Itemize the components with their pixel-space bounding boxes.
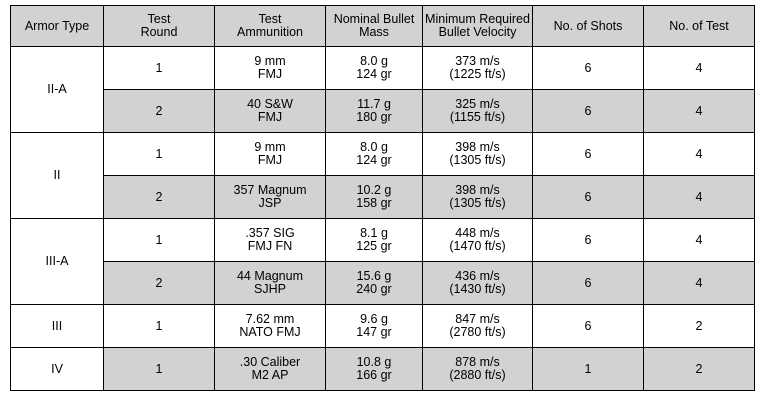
tests-cell: 4 bbox=[644, 47, 755, 90]
ammo-cell: 40 S&W FMJ bbox=[215, 90, 326, 133]
header-shots: No. of Shots bbox=[533, 6, 644, 47]
velocity-cell: 325 m/s (1155 ft/s) bbox=[423, 90, 533, 133]
header-test-ammunition: Test Ammunition bbox=[215, 6, 326, 47]
header-bullet-mass: Nominal Bullet Mass bbox=[326, 6, 423, 47]
velocity-cell: 448 m/s (1470 ft/s) bbox=[423, 219, 533, 262]
tests-cell: 4 bbox=[644, 262, 755, 305]
shots-cell: 6 bbox=[533, 219, 644, 262]
ammo-cell: 9 mm FMJ bbox=[215, 47, 326, 90]
armor-type-cell: II-A bbox=[11, 47, 104, 133]
mass-cell: 8.0 g 124 gr bbox=[326, 133, 423, 176]
shots-cell: 1 bbox=[533, 348, 644, 391]
velocity-cell: 878 m/s (2880 ft/s) bbox=[423, 348, 533, 391]
armor-type-cell: III-A bbox=[11, 219, 104, 305]
armor-type-cell: III bbox=[11, 305, 104, 348]
round-cell: 2 bbox=[104, 262, 215, 305]
tests-cell: 4 bbox=[644, 176, 755, 219]
mass-cell: 11.7 g 180 gr bbox=[326, 90, 423, 133]
round-cell: 1 bbox=[104, 348, 215, 391]
velocity-cell: 436 m/s (1430 ft/s) bbox=[423, 262, 533, 305]
ammo-cell: .357 SIG FMJ FN bbox=[215, 219, 326, 262]
round-cell: 2 bbox=[104, 90, 215, 133]
velocity-cell: 398 m/s (1305 ft/s) bbox=[423, 176, 533, 219]
table-row bbox=[11, 133, 755, 176]
ammo-cell: 44 Magnum SJHP bbox=[215, 262, 326, 305]
round-cell: 1 bbox=[104, 133, 215, 176]
header-row bbox=[11, 6, 755, 47]
tests-cell: 2 bbox=[644, 348, 755, 391]
table-row bbox=[11, 262, 755, 305]
shots-cell: 6 bbox=[533, 262, 644, 305]
mass-cell: 10.2 g 158 gr bbox=[326, 176, 423, 219]
mass-cell: 15.6 g 240 gr bbox=[326, 262, 423, 305]
velocity-cell: 398 m/s (1305 ft/s) bbox=[423, 133, 533, 176]
mass-cell: 9.6 g 147 gr bbox=[326, 305, 423, 348]
ammo-cell: 357 Magnum JSP bbox=[215, 176, 326, 219]
header-test-round: Test Round bbox=[104, 6, 215, 47]
table-row bbox=[11, 90, 755, 133]
shots-cell: 6 bbox=[533, 47, 644, 90]
header-bullet-velocity: Minimum Required Bullet Velocity bbox=[423, 6, 533, 47]
mass-cell: 10.8 g 166 gr bbox=[326, 348, 423, 391]
ammo-cell: 9 mm FMJ bbox=[215, 133, 326, 176]
armor-test-table bbox=[10, 5, 755, 391]
round-cell: 1 bbox=[104, 305, 215, 348]
shots-cell: 6 bbox=[533, 133, 644, 176]
shots-cell: 6 bbox=[533, 176, 644, 219]
tests-cell: 4 bbox=[644, 219, 755, 262]
round-cell: 1 bbox=[104, 47, 215, 90]
table-row bbox=[11, 176, 755, 219]
velocity-cell: 847 m/s (2780 ft/s) bbox=[423, 305, 533, 348]
round-cell: 1 bbox=[104, 219, 215, 262]
armor-type-cell: II bbox=[11, 133, 104, 219]
table-row bbox=[11, 305, 755, 348]
table-row bbox=[11, 47, 755, 90]
shots-cell: 6 bbox=[533, 305, 644, 348]
mass-cell: 8.1 g 125 gr bbox=[326, 219, 423, 262]
tests-cell: 2 bbox=[644, 305, 755, 348]
shots-cell: 6 bbox=[533, 90, 644, 133]
ammo-cell: 7.62 mm NATO FMJ bbox=[215, 305, 326, 348]
ammo-cell: .30 Caliber M2 AP bbox=[215, 348, 326, 391]
tests-cell: 4 bbox=[644, 133, 755, 176]
mass-cell: 8.0 g 124 gr bbox=[326, 47, 423, 90]
table-row bbox=[11, 348, 755, 391]
table-row bbox=[11, 219, 755, 262]
velocity-cell: 373 m/s (1225 ft/s) bbox=[423, 47, 533, 90]
header-armor-type: Armor Type bbox=[11, 6, 104, 47]
round-cell: 2 bbox=[104, 176, 215, 219]
armor-type-cell: IV bbox=[11, 348, 104, 391]
header-tests: No. of Test bbox=[644, 6, 755, 47]
tests-cell: 4 bbox=[644, 90, 755, 133]
